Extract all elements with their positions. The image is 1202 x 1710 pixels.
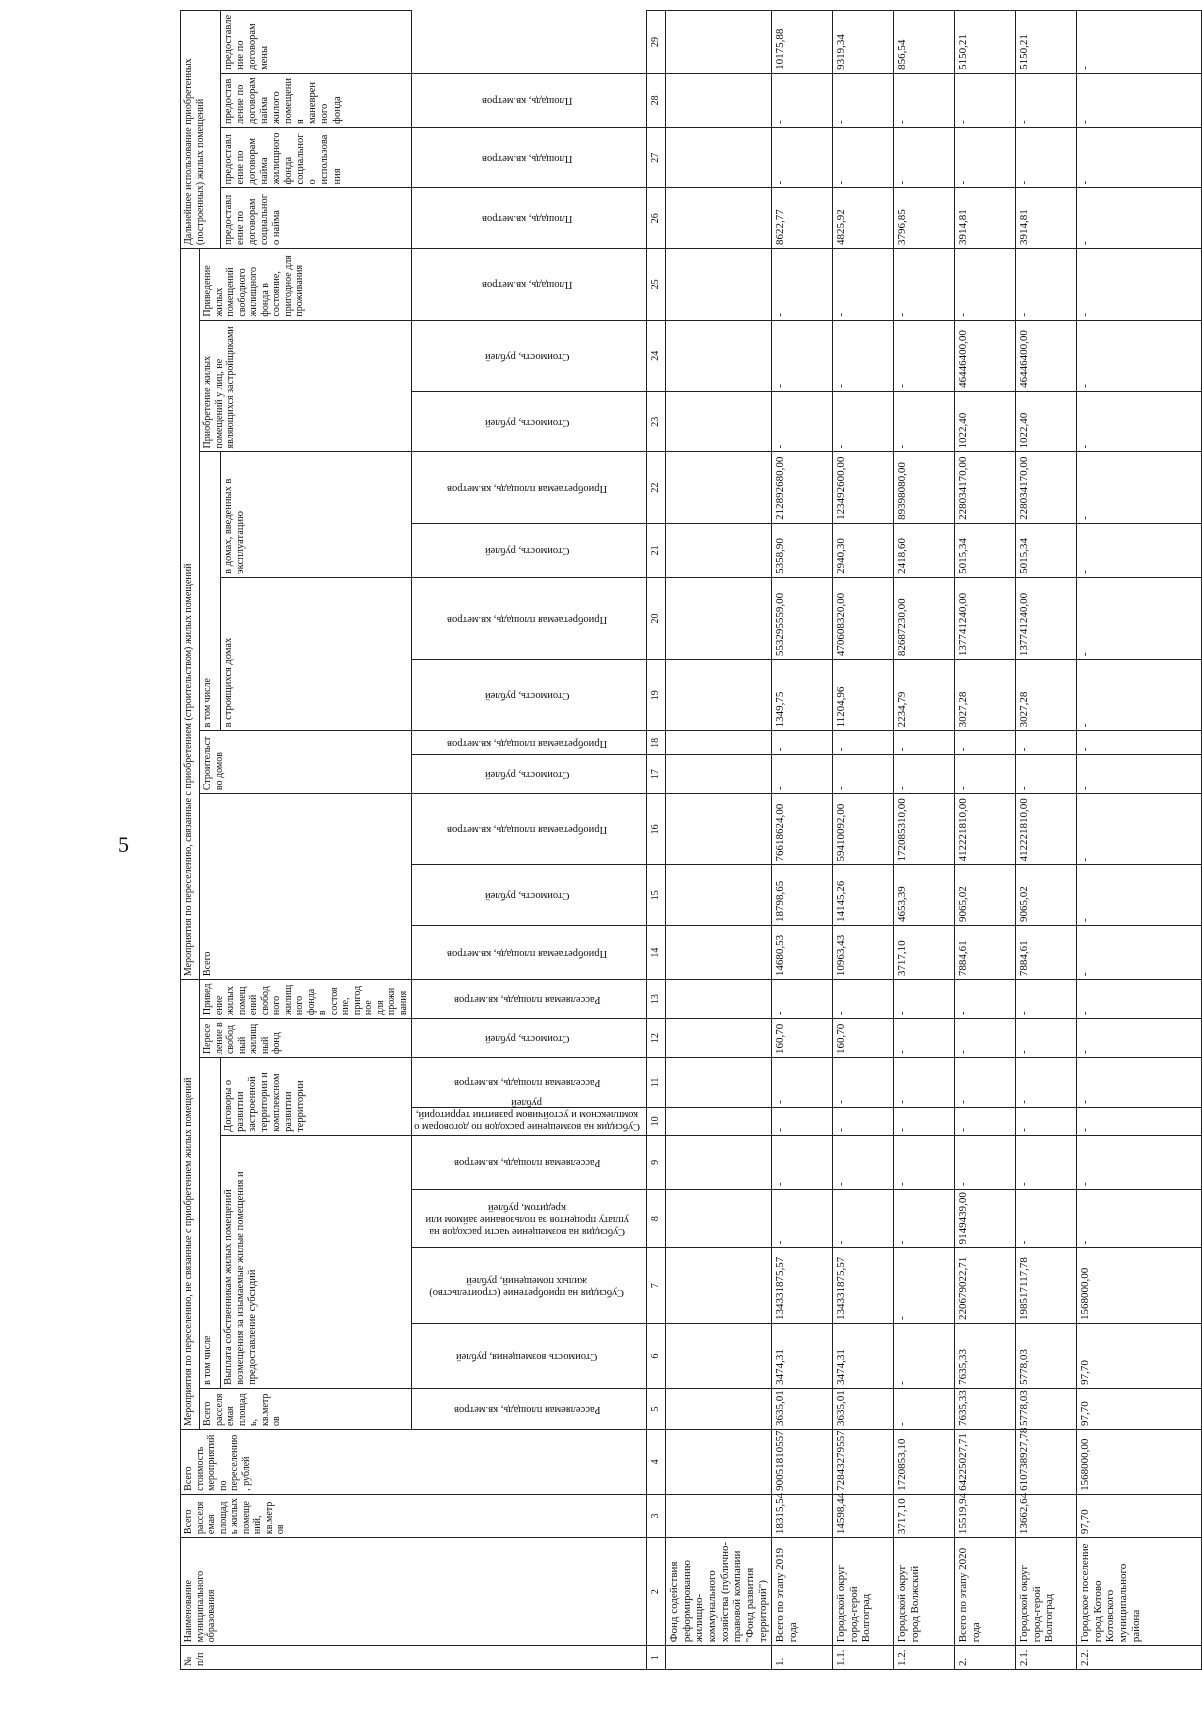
table-cell: 137741240,00 bbox=[955, 577, 1016, 659]
table-cell: 97,70 bbox=[1077, 1324, 1202, 1389]
table-cell: 3717,10 bbox=[894, 1494, 955, 1537]
fu-social-rent-header: предоставление по договорам социального найма bbox=[220, 188, 411, 249]
table-cell bbox=[666, 1135, 772, 1189]
table-cell: - bbox=[1077, 188, 1202, 249]
table-cell: 82687230,00 bbox=[894, 577, 955, 659]
table-cell: - bbox=[955, 731, 1016, 755]
unit-header-14: Расселяемая площадь, кв.метров bbox=[412, 980, 647, 1019]
table-cell: 7884,61 bbox=[1016, 926, 1077, 980]
row-index: 2. bbox=[955, 1646, 1016, 1670]
table-cell: - bbox=[833, 1058, 894, 1108]
table-cell: - bbox=[894, 1058, 955, 1108]
table-cell: - bbox=[955, 1135, 1016, 1189]
table-cell: - bbox=[1077, 127, 1202, 188]
table-cell: 9065,02 bbox=[1016, 865, 1077, 926]
table-cell: - bbox=[772, 1189, 833, 1247]
table-cell: - bbox=[894, 127, 955, 188]
unit-header-12: Расселяемая площадь, кв.метров bbox=[412, 1058, 647, 1108]
table-cell: 72843279557 bbox=[833, 1429, 894, 1494]
table-cell: - bbox=[1016, 1019, 1077, 1058]
row-index: 1. bbox=[772, 1646, 833, 1670]
table-cell: 5150,21 bbox=[955, 11, 1016, 74]
table-cell: 3717,10 bbox=[894, 926, 955, 980]
nr-contracts-header: Договоры о развитии застроенной территории и комплексном развитии территории bbox=[220, 1058, 411, 1136]
table-cell: - bbox=[1077, 391, 1202, 452]
table-cell: 1720853,10 bbox=[894, 1429, 955, 1494]
column-number: 25 bbox=[647, 249, 666, 321]
column-number: 24 bbox=[647, 320, 666, 391]
fu-exchange-header: предоставление по договорам мены bbox=[220, 11, 411, 74]
rotated-table-wrapper bbox=[180, 10, 1142, 1670]
table-cell: - bbox=[772, 127, 833, 188]
unit-header-8: Субсидия на приобретение (строительство) жилых помещений, рублей bbox=[412, 1248, 647, 1324]
unit-header-29: Площадь, кв.метров bbox=[412, 73, 647, 127]
table-cell: - bbox=[1077, 73, 1202, 127]
table-cell: 5150,21 bbox=[1016, 11, 1077, 74]
r-construction-header: Строительство домов bbox=[200, 731, 412, 794]
table-cell: - bbox=[1016, 1058, 1077, 1108]
table-cell: - bbox=[1077, 523, 1202, 577]
table-cell: 90051810557 bbox=[772, 1429, 833, 1494]
table-cell bbox=[666, 1494, 772, 1537]
table-cell: - bbox=[894, 73, 955, 127]
table-cell: 5358,90 bbox=[772, 523, 833, 577]
table-cell bbox=[666, 452, 772, 523]
unit-header-13: Стоимость, рублей bbox=[412, 1019, 647, 1058]
column-number: 20 bbox=[647, 577, 666, 659]
column-number: 27 bbox=[647, 127, 666, 188]
table-cell: - bbox=[1077, 755, 1202, 794]
table-cell bbox=[666, 188, 772, 249]
table-cell bbox=[666, 320, 772, 391]
table-cell: - bbox=[894, 731, 955, 755]
table-cell: 3027,28 bbox=[955, 660, 1016, 731]
table-cell: 15519,94 bbox=[955, 1494, 1016, 1537]
table-cell: - bbox=[1077, 249, 1202, 321]
table-cell: - bbox=[833, 1189, 894, 1247]
table-cell: - bbox=[772, 1135, 833, 1189]
table-cell: 13662,64 bbox=[1016, 1494, 1077, 1537]
table-cell bbox=[666, 1388, 772, 1429]
column-numbers-row bbox=[647, 11, 666, 1670]
table-cell: - bbox=[772, 320, 833, 391]
table-row bbox=[894, 11, 955, 1670]
column-number: 16 bbox=[647, 794, 666, 865]
table-cell: - bbox=[772, 755, 833, 794]
unit-header-6: Расселяемая площадь, кв.метров bbox=[412, 1388, 647, 1429]
table-cell: 134331875,57 bbox=[772, 1248, 833, 1324]
column-number: 26 bbox=[647, 188, 666, 249]
table-cell: 412221810,00 bbox=[1016, 794, 1077, 865]
unit-header-16: Стоимость, рублей bbox=[412, 865, 647, 926]
table-cell: - bbox=[955, 755, 1016, 794]
table-cell: 5015,34 bbox=[1016, 523, 1077, 577]
table-cell: 14680,53 bbox=[772, 926, 833, 980]
r-total-header: Всего bbox=[200, 794, 412, 980]
table-cell: 470608320,00 bbox=[833, 577, 894, 659]
table-cell: - bbox=[1016, 1135, 1077, 1189]
column-number: 5 bbox=[647, 1388, 666, 1429]
table-cell: 9065,02 bbox=[955, 865, 1016, 926]
table-cell: 1568000,00 bbox=[1077, 1248, 1202, 1324]
table-row bbox=[833, 11, 894, 1670]
table-cell: 10175,88 bbox=[772, 11, 833, 74]
column-number: 4 bbox=[647, 1429, 666, 1494]
nr-in-that-number: в том числе bbox=[200, 1058, 221, 1389]
table-cell bbox=[666, 127, 772, 188]
unit-header-25: Стоимость, рублей bbox=[412, 320, 647, 391]
table-cell: - bbox=[1077, 1135, 1202, 1189]
table-cell: - bbox=[772, 1107, 833, 1135]
group-related-header: Мероприятия по переселению, связанные с приобретением (строительством) жилых помещений bbox=[181, 249, 200, 980]
table-row bbox=[772, 11, 833, 1670]
table-cell: - bbox=[894, 320, 955, 391]
table-cell: - bbox=[894, 1135, 955, 1189]
unit-header-21: Приобретаемая площадь, кв.метров bbox=[412, 577, 647, 659]
column-number: 28 bbox=[647, 73, 666, 127]
column-number: 9 bbox=[647, 1135, 666, 1189]
column-number: 12 bbox=[647, 1019, 666, 1058]
unit-header-23: Приобретаемая площадь, кв.метров bbox=[412, 452, 647, 523]
unit-header-11: Субсидия на возмещение расходов по договорам о комплексном и устойчивом развитии территорий, рублей bbox=[412, 1107, 647, 1135]
table-cell: 18798,65 bbox=[772, 865, 833, 926]
table-cell bbox=[666, 1019, 772, 1058]
table-cell: - bbox=[1077, 452, 1202, 523]
table-cell: 18315,54 bbox=[772, 1494, 833, 1537]
table-body bbox=[666, 11, 1202, 1670]
table-cell: - bbox=[833, 320, 894, 391]
table-cell: 5015,34 bbox=[955, 523, 1016, 577]
table-cell: 228034170,00 bbox=[1016, 452, 1077, 523]
table-cell: - bbox=[772, 731, 833, 755]
table-cell: 97,70 bbox=[1077, 1388, 1202, 1429]
table-cell: 7884,61 bbox=[955, 926, 1016, 980]
column-number: 3 bbox=[647, 1494, 666, 1537]
table-cell: - bbox=[833, 391, 894, 452]
table-cell: - bbox=[894, 391, 955, 452]
table-cell: - bbox=[833, 127, 894, 188]
table-cell: 46446400,00 bbox=[955, 320, 1016, 391]
table-cell: - bbox=[1077, 1058, 1202, 1108]
table-cell bbox=[666, 1058, 772, 1108]
unit-header-9: Субсидия на возмещение части расходов на уплату процентов за пользование займом или кредитом, рублей bbox=[412, 1189, 647, 1247]
table-cell: - bbox=[1077, 11, 1202, 74]
table-row bbox=[1016, 11, 1077, 1670]
table-cell bbox=[666, 1189, 772, 1247]
table-cell bbox=[666, 1107, 772, 1135]
table-cell: 198517117,78 bbox=[1016, 1248, 1077, 1324]
unit-header-28: Площадь, кв.метров bbox=[412, 127, 647, 188]
row-index: 1.1. bbox=[833, 1646, 894, 1670]
table-cell: - bbox=[1077, 577, 1202, 659]
table-cell: - bbox=[833, 249, 894, 321]
table-cell bbox=[666, 249, 772, 321]
table-cell: 64225027,71 bbox=[955, 1429, 1016, 1494]
table-cell: - bbox=[833, 1107, 894, 1135]
table-cell bbox=[666, 577, 772, 659]
row-name: Городское поселение город Котово Котовского муниципального района bbox=[1077, 1538, 1202, 1646]
table-cell: - bbox=[894, 1324, 955, 1389]
table-cell: - bbox=[1077, 980, 1202, 1019]
r-bringing-fund-header: Приведение жилых помещений свободного жилищного фонда в состояние, пригодное для проживания bbox=[200, 249, 412, 321]
table-cell: 3027,28 bbox=[1016, 660, 1077, 731]
table-cell: - bbox=[1077, 1189, 1202, 1247]
table-cell: - bbox=[1077, 1019, 1202, 1058]
row-name: Фонд содействия реформированию жилищно-коммунального хозяйства (публично-правовой компании "Фонд развития территорий") bbox=[666, 1538, 772, 1646]
table-cell: 3914,81 bbox=[955, 188, 1016, 249]
table-cell: 7635,33 bbox=[955, 1388, 1016, 1429]
r-in-commissioned-header: в домах, введенных в эксплуатацию bbox=[220, 452, 411, 577]
column-number: 2 bbox=[647, 1538, 666, 1646]
table-cell bbox=[666, 523, 772, 577]
table-row bbox=[666, 11, 772, 1670]
resettlement-table bbox=[180, 10, 1202, 1670]
table-cell: 123492600,00 bbox=[833, 452, 894, 523]
table-cell: 220679022,71 bbox=[955, 1248, 1016, 1324]
table-cell: - bbox=[1016, 127, 1077, 188]
unit-header-17: Приобретаемая площадь, кв.метров bbox=[412, 794, 647, 865]
table-cell: 89398080,00 bbox=[894, 452, 955, 523]
column-number: 1 bbox=[647, 1646, 666, 1670]
table-cell bbox=[666, 1324, 772, 1389]
table-cell: 4825,92 bbox=[833, 188, 894, 249]
table-cell: - bbox=[833, 1135, 894, 1189]
table-cell: 856,54 bbox=[894, 11, 955, 74]
table-cell: - bbox=[894, 980, 955, 1019]
column-number: 29 bbox=[647, 11, 666, 74]
table-cell: - bbox=[772, 1058, 833, 1108]
table-cell: - bbox=[1016, 731, 1077, 755]
table-cell: - bbox=[772, 73, 833, 127]
table-cell bbox=[666, 1429, 772, 1494]
table-cell: - bbox=[1016, 980, 1077, 1019]
table-cell: - bbox=[772, 391, 833, 452]
table-cell: 553295559,00 bbox=[772, 577, 833, 659]
table-cell bbox=[666, 1248, 772, 1324]
table-cell: - bbox=[1077, 660, 1202, 731]
table-cell: 160,70 bbox=[833, 1019, 894, 1058]
table-cell bbox=[666, 11, 772, 74]
table-cell: 228034170,00 bbox=[955, 452, 1016, 523]
row-name: Городской округ город Волжский bbox=[894, 1538, 955, 1646]
unit-header-10: Расселяемая площадь, кв.метров bbox=[412, 1135, 647, 1189]
table-cell: 59410092,00 bbox=[833, 794, 894, 865]
table-cell: 5778,03 bbox=[1016, 1324, 1077, 1389]
table-cell: - bbox=[894, 755, 955, 794]
col-total-area-header: Всего расселяемая площадь жилых помещений, кв.метров bbox=[181, 1494, 647, 1537]
column-number: 8 bbox=[647, 1189, 666, 1247]
table-cell: - bbox=[1077, 794, 1202, 865]
table-cell: - bbox=[955, 127, 1016, 188]
table-cell bbox=[666, 73, 772, 127]
table-cell: 4653,39 bbox=[894, 865, 955, 926]
row-index: 2.1. bbox=[1016, 1646, 1077, 1670]
table-cell: - bbox=[1077, 320, 1202, 391]
table-cell: - bbox=[1016, 1107, 1077, 1135]
table-cell: - bbox=[833, 980, 894, 1019]
column-number: 13 bbox=[647, 980, 666, 1019]
table-cell: 1022,40 bbox=[1016, 391, 1077, 452]
column-number: 7 bbox=[647, 1248, 666, 1324]
table-cell: 134331875,57 bbox=[833, 1248, 894, 1324]
col-num-header: № п/п bbox=[181, 1646, 647, 1670]
nr-relocation-free-fund-header: Переселение в свободный жилищный фонд bbox=[200, 1019, 412, 1058]
table-cell: - bbox=[833, 731, 894, 755]
table-cell: - bbox=[894, 1248, 955, 1324]
table-cell bbox=[666, 794, 772, 865]
table-cell: 8622,77 bbox=[772, 188, 833, 249]
unit-header-22: Стоимость, рублей bbox=[412, 523, 647, 577]
column-number: 23 bbox=[647, 391, 666, 452]
r-purchase-other-header: Приобретение жилых помещений у лиц, не являющихся застройщиками bbox=[200, 320, 412, 452]
col-total-cost-header: Всего стоимость мероприятий по переселению, рублей bbox=[181, 1429, 647, 1494]
table-cell: - bbox=[772, 980, 833, 1019]
table-cell: 2940,30 bbox=[833, 523, 894, 577]
table-row bbox=[1077, 11, 1202, 1670]
table-cell: 10963,43 bbox=[833, 926, 894, 980]
table-cell bbox=[666, 660, 772, 731]
unit-header-15: Приобретаемая площадь, кв.метров bbox=[412, 926, 647, 980]
column-number: 19 bbox=[647, 660, 666, 731]
table-cell: - bbox=[1077, 926, 1202, 980]
table-cell: - bbox=[955, 1058, 1016, 1108]
table-cell: - bbox=[894, 1388, 955, 1429]
table-cell: - bbox=[1077, 865, 1202, 926]
table-cell: 14145,26 bbox=[833, 865, 894, 926]
table-cell: - bbox=[955, 73, 1016, 127]
table-cell bbox=[666, 391, 772, 452]
column-number: 15 bbox=[647, 865, 666, 926]
table-cell bbox=[666, 731, 772, 755]
table-cell: 3474,31 bbox=[833, 1324, 894, 1389]
unit-header-26: Площадь, кв.метров bbox=[412, 249, 647, 321]
table-cell: 3796,85 bbox=[894, 188, 955, 249]
column-number: 10 bbox=[647, 1107, 666, 1135]
unit-header-24: Стоимость, рублей bbox=[412, 391, 647, 452]
column-number: 18 bbox=[647, 731, 666, 755]
table-cell: 172085310,00 bbox=[894, 794, 955, 865]
table-cell: 137741240,00 bbox=[1016, 577, 1077, 659]
table-cell: 610738927,78 bbox=[1016, 1429, 1077, 1494]
nr-bringing-fund-header: Приведение жилых помещений свободного жилищного фонда в состояние, пригодное для проживания bbox=[200, 980, 412, 1019]
page-number: 5 bbox=[118, 832, 129, 857]
table-cell: 76618624,00 bbox=[772, 794, 833, 865]
table-cell: - bbox=[955, 1019, 1016, 1058]
r-under-construction-header: в строящихся домах bbox=[220, 577, 411, 731]
table-cell: - bbox=[833, 755, 894, 794]
table-cell: 3914,81 bbox=[1016, 188, 1077, 249]
table-cell: - bbox=[955, 1107, 1016, 1135]
table-cell: 3635,01 bbox=[833, 1388, 894, 1429]
column-number: 11 bbox=[647, 1058, 666, 1108]
table-cell: - bbox=[1016, 249, 1077, 321]
row-name: Всего по этапу 2019 года bbox=[772, 1538, 833, 1646]
table-cell: 160,70 bbox=[772, 1019, 833, 1058]
table-row bbox=[955, 11, 1016, 1670]
table-cell: 5778,03 bbox=[1016, 1388, 1077, 1429]
table-cell: 14598,44 bbox=[833, 1494, 894, 1537]
unit-header-20: Стоимость, рублей bbox=[412, 660, 647, 731]
table-cell: 212892680,00 bbox=[772, 452, 833, 523]
table-cell: - bbox=[833, 73, 894, 127]
table-cell: - bbox=[1077, 1107, 1202, 1135]
col-name-header: Наименование муниципального образования bbox=[181, 1538, 647, 1646]
table-cell bbox=[666, 926, 772, 980]
column-number: 14 bbox=[647, 926, 666, 980]
table-cell: - bbox=[772, 249, 833, 321]
nr-total-area-header: Всего расселяемая площадь, кв.метров bbox=[200, 1388, 412, 1429]
unit-header-18: Стоимость, рублей bbox=[412, 755, 647, 794]
table-cell: - bbox=[894, 1019, 955, 1058]
table-cell: 3635,01 bbox=[772, 1388, 833, 1429]
table-cell bbox=[666, 865, 772, 926]
table-cell: - bbox=[1016, 1189, 1077, 1247]
row-name: Городской округ город-герой Волгоград bbox=[833, 1538, 894, 1646]
table-cell: 97,70 bbox=[1077, 1494, 1202, 1537]
row-index: 2.2. bbox=[1077, 1646, 1202, 1670]
group-further-use-header: Дальнейшее использование приобретенных (построенных) жилых помещений bbox=[181, 11, 221, 249]
row-name: Всего по этапу 2020 года bbox=[955, 1538, 1016, 1646]
table-cell: - bbox=[955, 249, 1016, 321]
row-index bbox=[666, 1646, 772, 1670]
table-cell: 9319,34 bbox=[833, 11, 894, 74]
table-cell: 2234,79 bbox=[894, 660, 955, 731]
row-name: Городской округ город-герой Волгоград bbox=[1016, 1538, 1077, 1646]
group-not-related-header: Мероприятия по переселению, не связанные с приобретением жилых помещений bbox=[181, 980, 200, 1430]
table-cell: 3474,31 bbox=[772, 1324, 833, 1389]
table-cell: 1022,40 bbox=[955, 391, 1016, 452]
unit-header-19: Приобретаемая площадь, кв.метров bbox=[412, 731, 647, 755]
table-cell bbox=[666, 980, 772, 1019]
table-cell: 9149439,00 bbox=[955, 1189, 1016, 1247]
table-cell: - bbox=[894, 1189, 955, 1247]
table-cell: 2418,60 bbox=[894, 523, 955, 577]
table-cell: 7635,33 bbox=[955, 1324, 1016, 1389]
column-number: 21 bbox=[647, 523, 666, 577]
table-cell: 1349,75 bbox=[772, 660, 833, 731]
nr-payment-header: Выплата собственникам жилых помещений возмещения за изымаемые жилые помещения и предоставление субсидий bbox=[220, 1135, 411, 1388]
unit-header-7: Стоимость возмещения, рублей bbox=[412, 1324, 647, 1389]
table-cell: - bbox=[955, 980, 1016, 1019]
column-number: 6 bbox=[647, 1324, 666, 1389]
table-cell bbox=[666, 755, 772, 794]
table-cell: - bbox=[894, 249, 955, 321]
unit-header-27: Площадь, кв.метров bbox=[412, 188, 647, 249]
table-cell: 11204,96 bbox=[833, 660, 894, 731]
table-cell: 1568000,00 bbox=[1077, 1429, 1202, 1494]
column-number: 22 bbox=[647, 452, 666, 523]
table-cell: - bbox=[894, 1107, 955, 1135]
fu-social-use-rent-header: предоставление по договорам найма жилищного фонда социального использования bbox=[220, 127, 411, 188]
table-cell: - bbox=[1077, 731, 1202, 755]
table-cell: - bbox=[1016, 73, 1077, 127]
r-in-that-number: в том числе bbox=[200, 452, 221, 731]
fu-maneuver-fund-header: предоставление по договорам найма жилого помещения маневренного фонда bbox=[220, 73, 411, 127]
column-number: 17 bbox=[647, 755, 666, 794]
table-cell: 46446400,00 bbox=[1016, 320, 1077, 391]
table-cell: 412221810,00 bbox=[955, 794, 1016, 865]
row-index: 1.2. bbox=[894, 1646, 955, 1670]
table-cell: - bbox=[1016, 755, 1077, 794]
